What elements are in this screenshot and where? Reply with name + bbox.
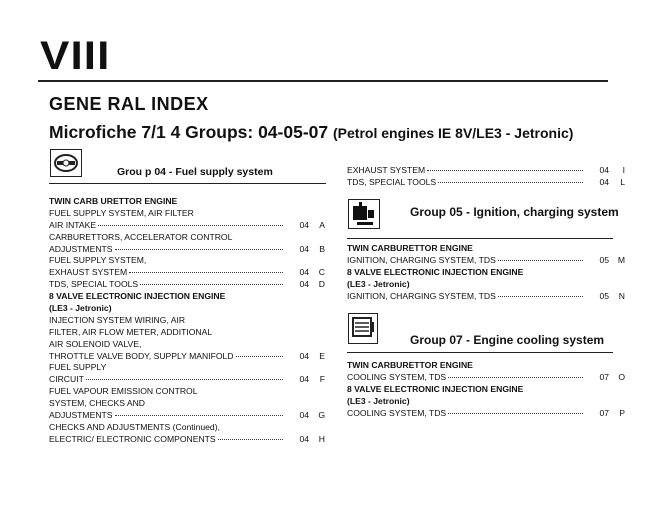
index-entry: [347, 291, 625, 303]
entry-group-number: 04: [299, 410, 309, 421]
entry-group-number: 04: [599, 176, 609, 187]
entry-group-number: 05: [599, 254, 609, 265]
dot-leader: [448, 413, 583, 414]
entry-title: CHECKS AND ADJUSTMENTS (Continued),: [49, 421, 220, 432]
entry-title: ADJUSTMENTS: [49, 410, 113, 421]
index-entry: [347, 372, 625, 384]
entry-title: CIRCUIT: [49, 374, 84, 385]
index-entry: [49, 386, 325, 398]
index-entry: [49, 196, 325, 208]
dot-leader: [218, 439, 283, 440]
index-list-group-07: [347, 360, 625, 419]
index-entry: [49, 291, 325, 303]
entry-title: (LE3 - Jetronic): [49, 303, 112, 314]
entry-page-letter: B: [319, 243, 325, 254]
index-entry: [347, 408, 625, 420]
section-numeral: VIII: [40, 34, 111, 78]
divider: [347, 352, 613, 353]
entry-title: FUEL SUPPLY SYSTEM,: [49, 255, 147, 266]
entry-title: CARBURETTORS, ACCELERATOR CONTROL: [49, 231, 233, 242]
dot-leader: [115, 249, 283, 250]
index-list-group-05: [347, 243, 625, 302]
entry-page-letter: O: [618, 371, 625, 382]
entry-title: FUEL SUPPLY SYSTEM, AIR FILTER: [49, 207, 194, 218]
index-entry: [347, 384, 625, 396]
index-entry: [49, 362, 325, 374]
dot-leader: [448, 377, 583, 378]
dot-leader: [98, 225, 283, 226]
group-05-heading: Group 05 - Ignition, charging system: [410, 205, 619, 219]
entry-group-number: 04: [299, 279, 309, 290]
entry-title: FILTER, AIR FLOW METER, ADDITIONAL: [49, 326, 213, 337]
entry-title: SYSTEM, CHECKS AND: [49, 398, 145, 409]
entry-group-number: 04: [299, 374, 309, 385]
entry-group-number: 05: [599, 290, 609, 301]
index-list-group-04-continued: [347, 165, 625, 189]
entry-title: EXHAUST SYSTEM: [49, 267, 128, 278]
entry-title: FUEL SUPPLY: [49, 362, 107, 373]
index-entry: [347, 255, 625, 267]
fuel-pump-icon: [50, 149, 82, 177]
entry-group-number: 07: [599, 407, 609, 418]
radiator-icon: [348, 313, 378, 344]
entry-title: TWIN CARB URETTOR ENGINE: [49, 196, 178, 206]
entry-group-number: 04: [599, 165, 609, 175]
entry-title: 8 VALVE ELECTRONIC INJECTION ENGINE: [49, 291, 226, 302]
entry-title: FUEL VAPOUR EMISSION CONTROL: [49, 386, 198, 397]
microfiche-title: [49, 122, 573, 143]
entry-title: ELECTRIC/ ELECTRONIC COMPONENTS: [49, 433, 216, 444]
index-list-group-04: [49, 196, 325, 446]
entry-title: THROTTLE VALVE BODY, SUPPLY MANIFOLD: [49, 350, 234, 361]
index-entry: [49, 315, 325, 327]
entry-title: TWIN CARBURETTOR ENGINE: [347, 243, 473, 253]
dot-leader: [236, 356, 284, 357]
index-entry: [49, 303, 325, 315]
index-entry: [347, 165, 625, 177]
entry-title: INJECTION SYSTEM WIRING, AIR: [49, 314, 186, 325]
entry-title: (LE3 - Jetronic): [347, 278, 410, 289]
entry-page-letter: F: [319, 374, 325, 385]
dot-leader: [115, 415, 283, 416]
entry-title: TDS, SPECIAL TOOLS: [347, 176, 437, 187]
index-entry: [49, 327, 325, 339]
index-entry: [49, 279, 325, 291]
entry-group-number: 04: [299, 243, 309, 254]
index-entry: [49, 398, 325, 410]
entry-page-letter: D: [318, 279, 325, 290]
entry-page-letter: E: [319, 350, 325, 361]
spark-plug-icon: [348, 199, 380, 229]
entry-title: TDS, SPECIAL TOOLS: [49, 279, 139, 290]
entry-title: AIR INTAKE: [49, 219, 97, 230]
entry-title: 8 VALVE ELECTRONIC INJECTION ENGINE: [347, 266, 524, 277]
entry-page-letter: I: [622, 165, 625, 175]
index-entry: [347, 243, 625, 255]
group-04-heading: Grou p 04 - Fuel supply system: [117, 166, 273, 178]
dot-leader: [438, 182, 583, 183]
entry-page-letter: H: [318, 433, 325, 444]
entry-title: COOLING SYSTEM, TDS: [347, 371, 447, 382]
microfiche-subtitle: (Petrol engines IE 8V/LE3 - Jetronic): [333, 125, 574, 141]
index-entry: [49, 434, 325, 446]
general-index-heading: GENE RAL INDEX: [49, 94, 209, 114]
entry-page-letter: L: [620, 176, 625, 187]
entry-title: COOLING SYSTEM, TDS: [347, 407, 447, 418]
index-entry: [347, 177, 625, 189]
index-entry: [49, 351, 325, 363]
index-entry: [49, 339, 325, 351]
header-rule: [38, 80, 608, 82]
entry-title: (LE3 - Jetronic): [347, 395, 410, 406]
index-entry: [347, 279, 625, 291]
entry-group-number: 04: [299, 433, 309, 444]
divider: [49, 183, 326, 184]
entry-page-letter: M: [617, 254, 625, 265]
entry-title: AIR SOLENOID VALVE,: [49, 338, 142, 349]
dot-leader: [427, 170, 583, 171]
index-entry: [49, 208, 325, 220]
index-entry: [347, 396, 625, 408]
entry-title: 8 VALVE ELECTRONIC INJECTION ENGINE: [347, 383, 524, 394]
index-entry: [49, 232, 325, 244]
entry-group-number: 04: [299, 350, 309, 361]
index-entry: [347, 360, 625, 372]
entry-page-letter: N: [618, 290, 625, 301]
index-entry: [49, 374, 325, 386]
index-entry: [49, 267, 325, 279]
dot-leader: [498, 260, 583, 261]
entry-title: IGNITION, CHARGING SYSTEM, TDS: [347, 254, 496, 265]
entry-title: TWIN CARBURETTOR ENGINE: [347, 360, 473, 370]
entry-title: EXHAUST SYSTEM: [347, 165, 426, 175]
dot-leader: [140, 284, 283, 285]
group-07-heading: Group 07 - Engine cooling system: [410, 333, 605, 347]
index-entry: [49, 410, 325, 422]
index-entry: [49, 244, 325, 256]
dot-leader: [129, 272, 283, 273]
index-entry: [49, 220, 325, 232]
microfiche-title-main: Microfiche 7/1 4 Groups: 04-05-07: [49, 122, 329, 142]
entry-page-letter: G: [318, 410, 325, 421]
index-entry: [49, 255, 325, 267]
dot-leader: [86, 379, 283, 380]
divider: [347, 238, 613, 239]
entry-title: ADJUSTMENTS: [49, 243, 113, 254]
entry-title: IGNITION, CHARGING SYSTEM, TDS: [347, 290, 496, 301]
entry-page-letter: C: [318, 267, 325, 278]
entry-page-letter: P: [619, 407, 625, 418]
entry-group-number: 07: [599, 371, 609, 382]
entry-page-letter: A: [319, 219, 325, 230]
dot-leader: [498, 296, 583, 297]
entry-group-number: 04: [299, 267, 309, 278]
index-entry: [347, 267, 625, 279]
index-entry: [49, 422, 325, 434]
entry-group-number: 04: [299, 219, 309, 230]
